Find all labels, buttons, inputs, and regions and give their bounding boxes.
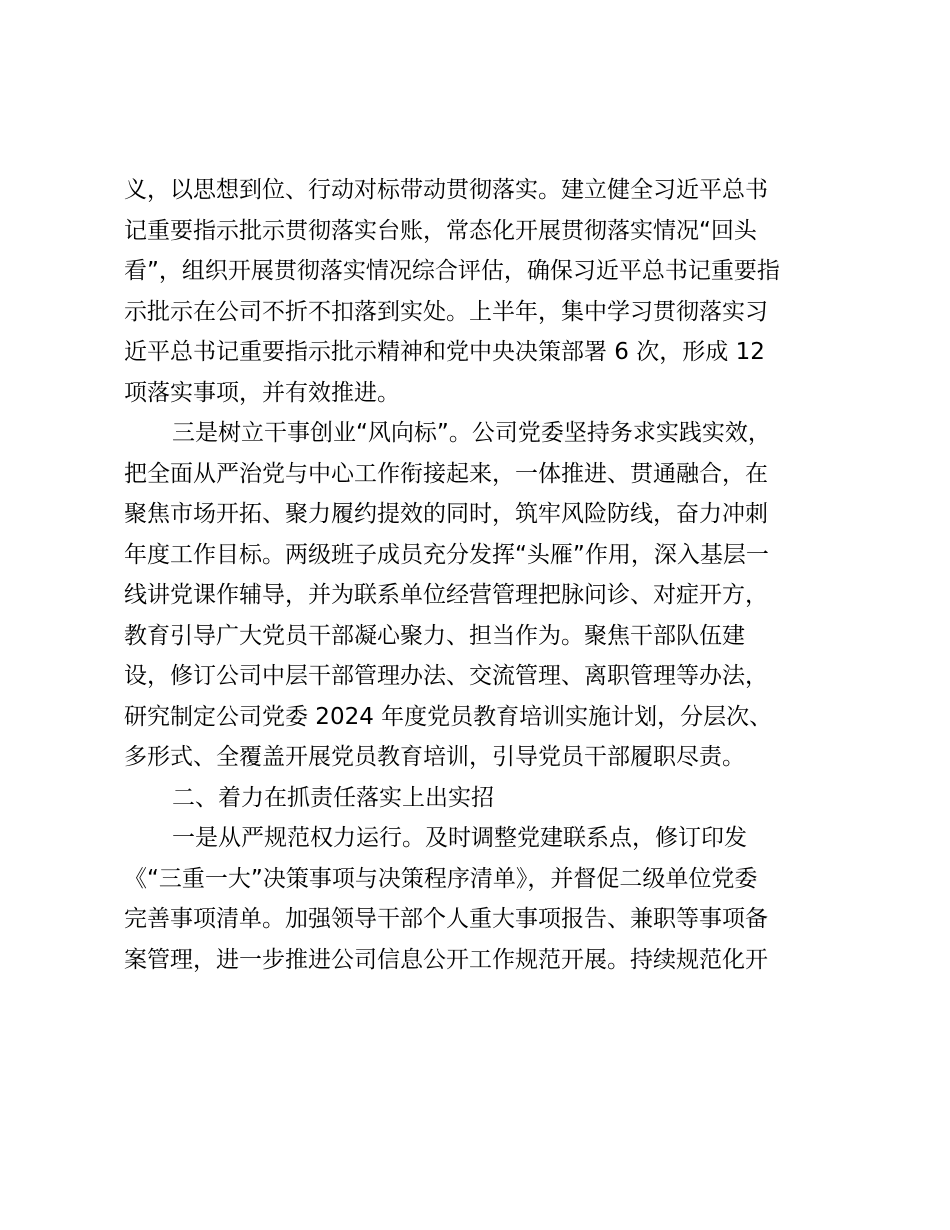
- text-line: 项落实事项，并有效推进。: [124, 379, 400, 406]
- text-line: 《“三重一大”决策事项与决策程序清单》，并督促二级单位党委: [124, 865, 758, 892]
- text-line: 多形式、全覆盖开展党员教育培训，引导党员干部履职尽责。: [124, 744, 745, 770]
- document-body: [124, 170, 834, 980]
- text-line: 示批示在公司不折不扣落到实处。上半年，集中学习贯彻落实习: [124, 298, 768, 325]
- text-line: 记重要指示批示贯彻落实台账，常态化开展贯彻落实情况“回头: [124, 217, 757, 244]
- text-line: 线讲党课作辅导，并为联系单位经营管理把脉问诊、对症开方，: [124, 582, 768, 608]
- text-line: 完善事项清单。加强领导干部个人重大事项报告、兼职等事项备: [124, 906, 768, 932]
- text-line: 年度工作目标。两级班子成员充分发挥“头雁”作用，深入基层一: [124, 541, 769, 568]
- text-line: 研究制定公司党委 2024 年度党员教育培训实施计划，分层次、: [124, 703, 773, 730]
- text-line: 近平总书记重要指示批示精神和党中央决策部署 6 次，形成 12: [124, 339, 765, 365]
- text-line: 设，修订公司中层干部管理办法、交流管理、离职管理等办法，: [124, 663, 768, 689]
- text-line: 义，以思想到位、行动对标带动贯彻落实。建立健全习近平总书: [124, 177, 768, 203]
- text-line: 把全面从严治党与中心工作衔接起来，一体推进、贯通融合，在: [124, 460, 768, 487]
- text-line: 聚焦市场开拓、聚力履约提效的同时，筑牢风险防线，奋力冲刺: [124, 501, 768, 527]
- text-line: 看”，组织开展贯彻落实情况综合评估，确保习近平总书记重要指: [124, 258, 780, 284]
- section-heading: 二、着力在抓责任落实上出实招: [172, 784, 494, 811]
- text-line: 案管理，进一步推进公司信息公开工作规范开展。持续规范化开: [124, 946, 768, 973]
- text-line: 教育引导广大党员干部凝心聚力、担当作为。聚焦干部队伍建: [124, 622, 745, 649]
- paragraph-first-line: 一是从严规范权力运行。及时调整党建联系点，修订印发: [172, 825, 747, 851]
- paragraph-first-line: 三是树立干事创业“风向标”。公司党委坚持务求实践实效，: [172, 420, 771, 446]
